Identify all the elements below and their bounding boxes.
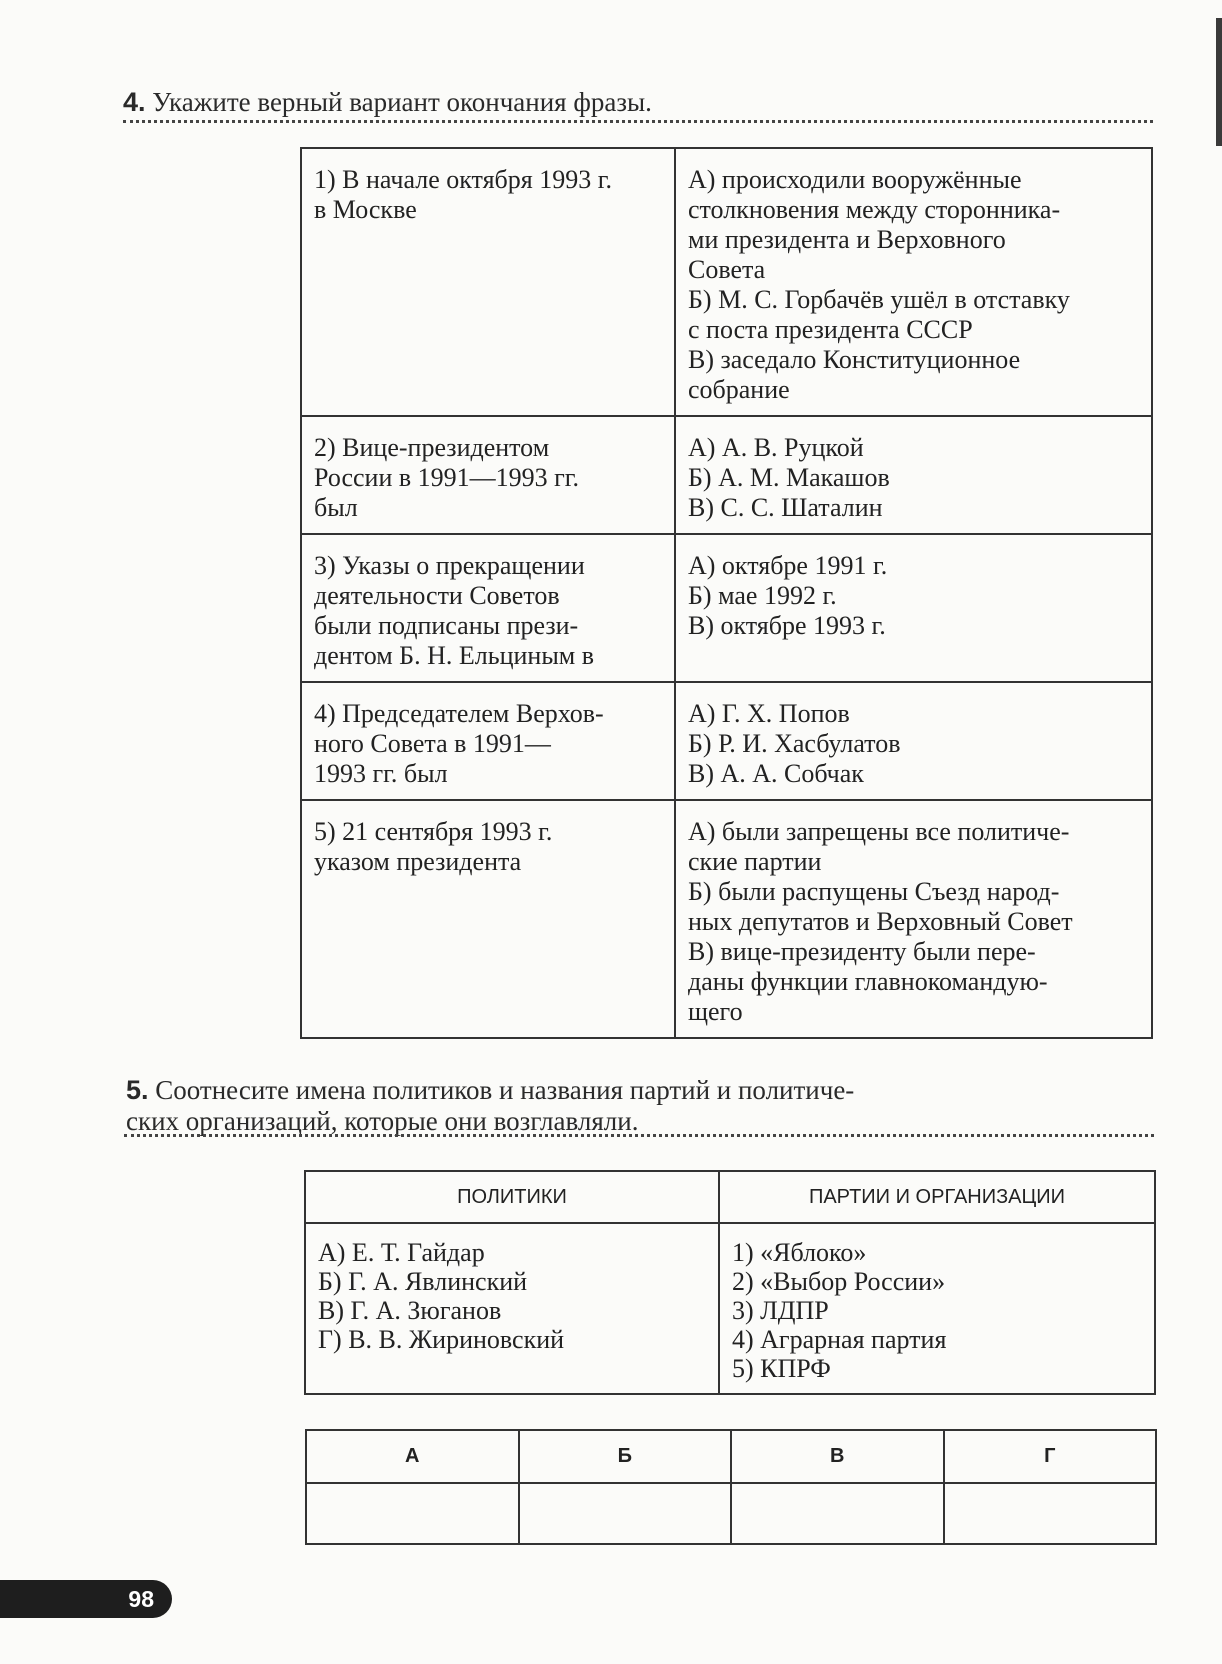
answer-option-line: ных депутатов и Верховный Совет (688, 907, 1073, 936)
question-line: 3) Указы о прекращении (314, 551, 585, 580)
question-line: дентом Б. Н. Ельциным в (314, 641, 595, 670)
task4-instruction: Укажите верный вариант окончания фразы. (152, 87, 652, 117)
question-line: 5) 21 сентября 1993 г. (314, 817, 553, 846)
task4-answers-cell (675, 534, 1152, 682)
answer-option-line: собрание (688, 375, 790, 404)
task4-question-cell (301, 800, 675, 1038)
question-line: 1) В начале октября 1993 г. (314, 165, 612, 194)
answer-option-line: Б) мае 1992 г. (688, 581, 837, 610)
task4-row (301, 682, 1152, 800)
answer-option-line: В) С. С. Шаталин (688, 493, 883, 522)
politician-item: А) Е. Т. Гайдар (318, 1238, 485, 1267)
answer-option-line: А) происходили вооружённые (688, 165, 1022, 194)
answer-option-line: ми президента и Верховного (688, 225, 1006, 254)
answer-option-line: А) Г. Х. Попов (688, 699, 850, 728)
task4-row (301, 800, 1152, 1038)
answer-option-line: с поста президента СССР (688, 315, 973, 344)
parties-list (719, 1223, 1155, 1394)
answer-grid (305, 1429, 1157, 1545)
task4-question-cell (301, 534, 675, 682)
answer-option-line: А) были запрещены все политиче- (688, 817, 1070, 846)
answer-header-b: Б (519, 1430, 732, 1483)
task4-answers-cell (675, 800, 1152, 1038)
answer-option-line: Совета (688, 255, 766, 284)
task4-row (301, 534, 1152, 682)
answer-option-line: ские партии (688, 847, 822, 876)
answer-header-v: В (731, 1430, 944, 1483)
task5-matching-table (304, 1170, 1156, 1395)
answer-option-line: даны функции главнокомандую- (688, 967, 1048, 996)
answer-header-a: А (306, 1430, 519, 1483)
answer-option-line: щего (688, 997, 743, 1026)
question-line: деятельности Советов (314, 581, 560, 610)
politicians-list (305, 1223, 719, 1394)
party-item: 5) КПРФ (732, 1354, 831, 1383)
answer-option-line: Б) Р. И. Хасбулатов (688, 729, 901, 758)
question-line: ного Совета в 1991— (314, 729, 551, 758)
politician-item: Б) Г. А. Явлинский (318, 1267, 528, 1296)
answer-option-line: Б) были распущены Съезд народ- (688, 877, 1060, 906)
task5-heading (126, 1075, 854, 1137)
task5-number: 5. (126, 1075, 149, 1105)
answer-option-line: А) октябре 1991 г. (688, 551, 888, 580)
task4-matching-table (300, 147, 1153, 1039)
question-line: указом президента (314, 847, 522, 876)
politician-item: Г) В. В. Жириновский (318, 1325, 565, 1354)
answer-option-line: А) А. В. Руцкой (688, 433, 864, 462)
task5-instruction-line2: ских организаций, которые они возглавляли. (126, 1106, 639, 1136)
task4-row (301, 416, 1152, 534)
page-edge-mark (1216, 18, 1222, 146)
answer-option-line: В) А. А. Собчак (688, 759, 864, 788)
task5-instruction-line1: 5. Соотнесите имена политиков и названия партий и политиче- (126, 1075, 855, 1105)
answer-option-line: Б) М. С. Горбачёв ушёл в отставку (688, 285, 1070, 314)
task4-answer-dotted-line (123, 120, 1153, 123)
politician-item: В) Г. А. Зюганов (318, 1296, 502, 1325)
answer-option-line: В) вице-президенту были пере- (688, 937, 1036, 966)
page-number: 98 (0, 1580, 172, 1618)
question-line: 1993 гг. был (314, 759, 448, 788)
answer-option-line: столкновения между сторонника- (688, 195, 1061, 224)
question-line: 4) Председателем Верхов- (314, 699, 604, 728)
task4-question-cell (301, 682, 675, 800)
task4-answers-cell (675, 682, 1152, 800)
answer-option-line: В) заседало Конституционное (688, 345, 1021, 374)
task4-question-cell (301, 416, 675, 534)
party-item: 1) «Яблоко» (732, 1238, 867, 1267)
question-line: были подписаны прези- (314, 611, 579, 640)
question-line: в Москве (314, 195, 417, 224)
answer-cell-v[interactable] (731, 1483, 944, 1544)
answer-cell-a[interactable] (306, 1483, 519, 1544)
party-item: 3) ЛДПР (732, 1296, 829, 1325)
task4-question-cell (301, 148, 675, 416)
task4-answers-cell (675, 148, 1152, 416)
answer-cell-g[interactable] (944, 1483, 1157, 1544)
party-item: 4) Аграрная партия (732, 1325, 947, 1354)
header-politicians: ПОЛИТИКИ (305, 1171, 719, 1223)
party-item: 2) «Выбор России» (732, 1267, 946, 1296)
answer-header-g: Г (944, 1430, 1157, 1483)
answer-option-line: В) октябре 1993 г. (688, 611, 886, 640)
task4-heading (123, 87, 652, 118)
task4-answers-cell (675, 416, 1152, 534)
question-line: России в 1991—1993 гг. (314, 463, 580, 492)
task4-row (301, 148, 1152, 416)
question-line: был (314, 493, 358, 522)
task5-answer-dotted-line (124, 1134, 1154, 1137)
question-line: 2) Вице-президентом (314, 433, 550, 462)
header-parties: ПАРТИИ И ОРГАНИЗАЦИИ (719, 1171, 1155, 1223)
answer-option-line: Б) А. М. Макашов (688, 463, 890, 492)
answer-cell-b[interactable] (519, 1483, 732, 1544)
task4-number: 4. (123, 87, 146, 117)
